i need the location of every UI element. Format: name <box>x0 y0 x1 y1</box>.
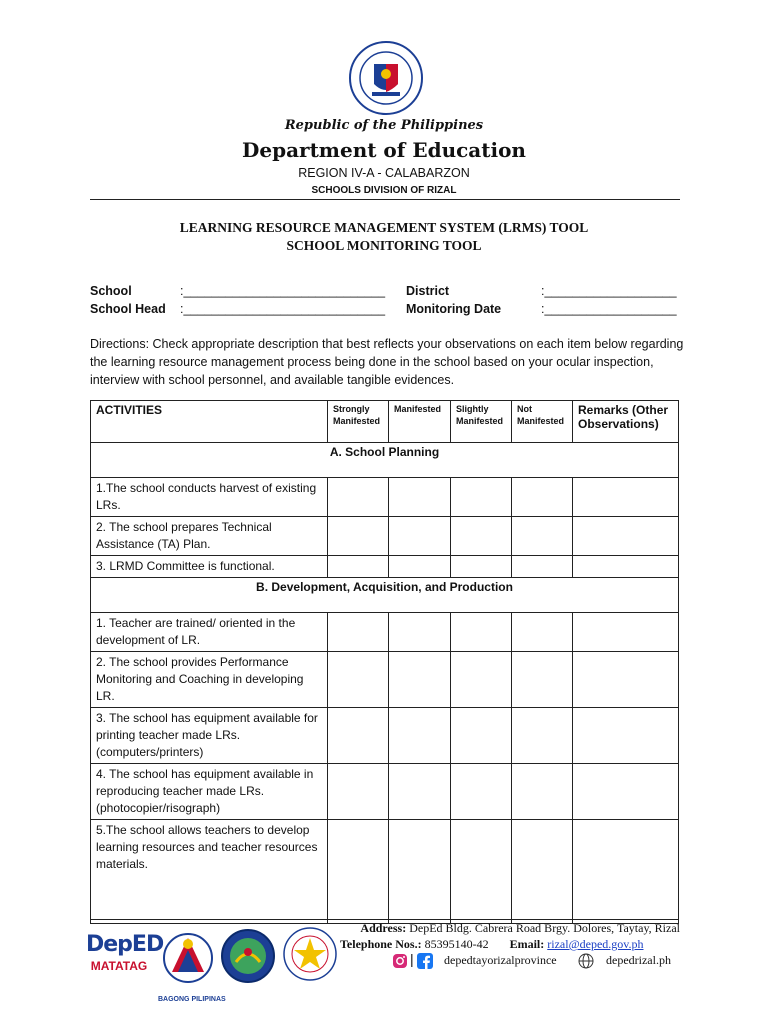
section-row <box>91 578 679 613</box>
check-cell[interactable] <box>451 478 512 517</box>
check-cell[interactable] <box>328 708 389 764</box>
table-row <box>91 556 679 578</box>
matatag-logo-text: MATATAG <box>90 959 148 973</box>
col-activities: ACTIVITIES <box>91 401 328 443</box>
district-blank[interactable]: :___________________ <box>541 284 677 298</box>
table-row <box>91 652 679 708</box>
activity-cell: 2. The school provides Performance Monitoring and Coaching in developing LR. <box>91 652 328 708</box>
remarks-cell[interactable] <box>573 652 679 708</box>
monitoring-date-label: Monitoring Date <box>406 302 502 316</box>
deped-logo <box>86 932 164 973</box>
globe-icon <box>578 953 594 969</box>
address-value: DepEd Bldg. Cabrera Road Brgy. Dolores, Taytay, Rizal <box>409 921 680 935</box>
check-cell[interactable] <box>451 764 512 820</box>
check-cell[interactable] <box>328 517 389 556</box>
bagong-pilipinas-logo-icon <box>162 928 214 994</box>
table-row <box>91 820 679 924</box>
check-cell[interactable] <box>451 517 512 556</box>
quality-award-logo-icon <box>282 924 338 986</box>
rizal-division-logo-icon <box>220 928 276 984</box>
check-cell[interactable] <box>328 556 389 578</box>
remarks-cell[interactable] <box>573 820 679 924</box>
school-label: School <box>90 284 132 298</box>
school-head-label: School Head <box>90 302 166 316</box>
check-cell[interactable] <box>451 652 512 708</box>
remarks-cell[interactable] <box>573 556 679 578</box>
monitoring-date-blank[interactable]: :___________________ <box>541 302 677 316</box>
check-cell[interactable] <box>389 820 451 924</box>
activity-cell: 1.The school conducts harvest of existing LRs. <box>91 478 328 517</box>
check-cell[interactable] <box>512 708 573 764</box>
check-cell[interactable] <box>328 764 389 820</box>
check-cell[interactable] <box>512 478 573 517</box>
section-b-title: B. Development, Acquisition, and Production <box>91 578 679 613</box>
check-cell[interactable] <box>328 820 389 924</box>
col-slightly-manifested: Slightly Manifested <box>451 401 512 443</box>
email-link[interactable]: rizal@deped.gov.ph <box>547 937 644 951</box>
check-cell[interactable] <box>389 478 451 517</box>
deped-logo-text: DepED <box>86 932 164 957</box>
telephone-label: Telephone Nos.: <box>340 937 422 951</box>
school-blank[interactable]: :_____________________________ <box>180 284 386 298</box>
bagong-pilipinas-label: BAGONG PILIPINAS <box>158 996 226 1003</box>
facebook-handle[interactable]: depedtayorizalprovince <box>444 953 557 967</box>
section-row <box>91 443 679 478</box>
check-cell[interactable] <box>451 613 512 652</box>
address-label: Address: <box>360 921 407 935</box>
document-title: LEARNING RESOURCE MANAGEMENT SYSTEM (LRMS) TOOL <box>179 220 589 235</box>
header-divider <box>90 199 680 200</box>
activity-cell: 3. LRMD Committee is functional. <box>91 556 328 578</box>
remarks-cell[interactable] <box>573 517 679 556</box>
website-link[interactable]: depedrizal.ph <box>606 953 671 967</box>
check-cell[interactable] <box>389 708 451 764</box>
check-cell[interactable] <box>389 556 451 578</box>
activity-cell: 4. The school has equipment available in reproducing teacher made LRs. (photocopier/risograph) <box>91 764 328 820</box>
col-strongly-manifested: Strongly Manifested <box>328 401 389 443</box>
col-manifested: Manifested <box>389 401 451 443</box>
check-cell[interactable] <box>389 613 451 652</box>
table-row <box>91 613 679 652</box>
table-row <box>91 517 679 556</box>
instagram-icon[interactable] <box>392 953 408 969</box>
section-a-title: A. School Planning <box>91 443 679 478</box>
school-head-blank[interactable]: :_____________________________ <box>180 302 386 316</box>
remarks-cell[interactable] <box>573 764 679 820</box>
region-label: REGION IV-A - CALABARZON <box>298 166 470 180</box>
footer-divider <box>90 919 678 920</box>
activity-cell: 3. The school has equipment available for printing teacher made LRs. (computers/printers) <box>91 708 328 764</box>
check-cell[interactable] <box>328 478 389 517</box>
department-heading: Department of Education <box>242 138 526 162</box>
check-cell[interactable] <box>512 556 573 578</box>
check-cell[interactable] <box>451 556 512 578</box>
document-subtitle: SCHOOL MONITORING TOOL <box>286 238 482 253</box>
col-remarks: Remarks (Other Observations) <box>573 401 679 443</box>
check-cell[interactable] <box>451 820 512 924</box>
footer-contacts <box>340 937 660 952</box>
check-cell[interactable] <box>389 764 451 820</box>
republic-heading: Republic of the Philippines <box>284 118 484 133</box>
check-cell[interactable] <box>512 517 573 556</box>
footer-address <box>340 921 680 936</box>
deped-seal-icon <box>348 40 424 116</box>
directions-text: Directions: Check appropriate description that best reflects your observations on each item below regarding the learning resource management process being done in the school based on your ocular inspection, interview with school personnel, and available tangible evidences. <box>90 337 684 387</box>
check-cell[interactable] <box>389 652 451 708</box>
check-cell[interactable] <box>512 820 573 924</box>
check-cell[interactable] <box>512 613 573 652</box>
activity-cell: 2. The school prepares Technical Assistance (TA) Plan. <box>91 517 328 556</box>
check-cell[interactable] <box>451 708 512 764</box>
monitoring-table <box>90 400 679 924</box>
check-cell[interactable] <box>328 613 389 652</box>
district-label: District <box>406 284 450 298</box>
table-row <box>91 764 679 820</box>
division-label: SCHOOLS DIVISION OF RIZAL <box>311 185 457 196</box>
col-not-manifested: Not Manifested <box>512 401 573 443</box>
table-row <box>91 478 679 517</box>
activity-cell: 1. Teacher are trained/ oriented in the development of LR. <box>91 613 328 652</box>
remarks-cell[interactable] <box>573 708 679 764</box>
check-cell[interactable] <box>512 764 573 820</box>
table-row <box>91 708 679 764</box>
social-separator: | <box>410 951 414 967</box>
remarks-cell[interactable] <box>573 478 679 517</box>
activity-cell: 5.The school allows teachers to develop learning resources and teacher resources materials. <box>91 820 328 924</box>
telephone-value: 85395140-42 <box>424 937 489 951</box>
remarks-cell[interactable] <box>573 613 679 652</box>
check-cell[interactable] <box>512 652 573 708</box>
check-cell[interactable] <box>389 517 451 556</box>
email-label: Email: <box>509 937 545 951</box>
table-header-row <box>91 401 679 443</box>
facebook-icon[interactable] <box>417 953 433 969</box>
check-cell[interactable] <box>328 652 389 708</box>
